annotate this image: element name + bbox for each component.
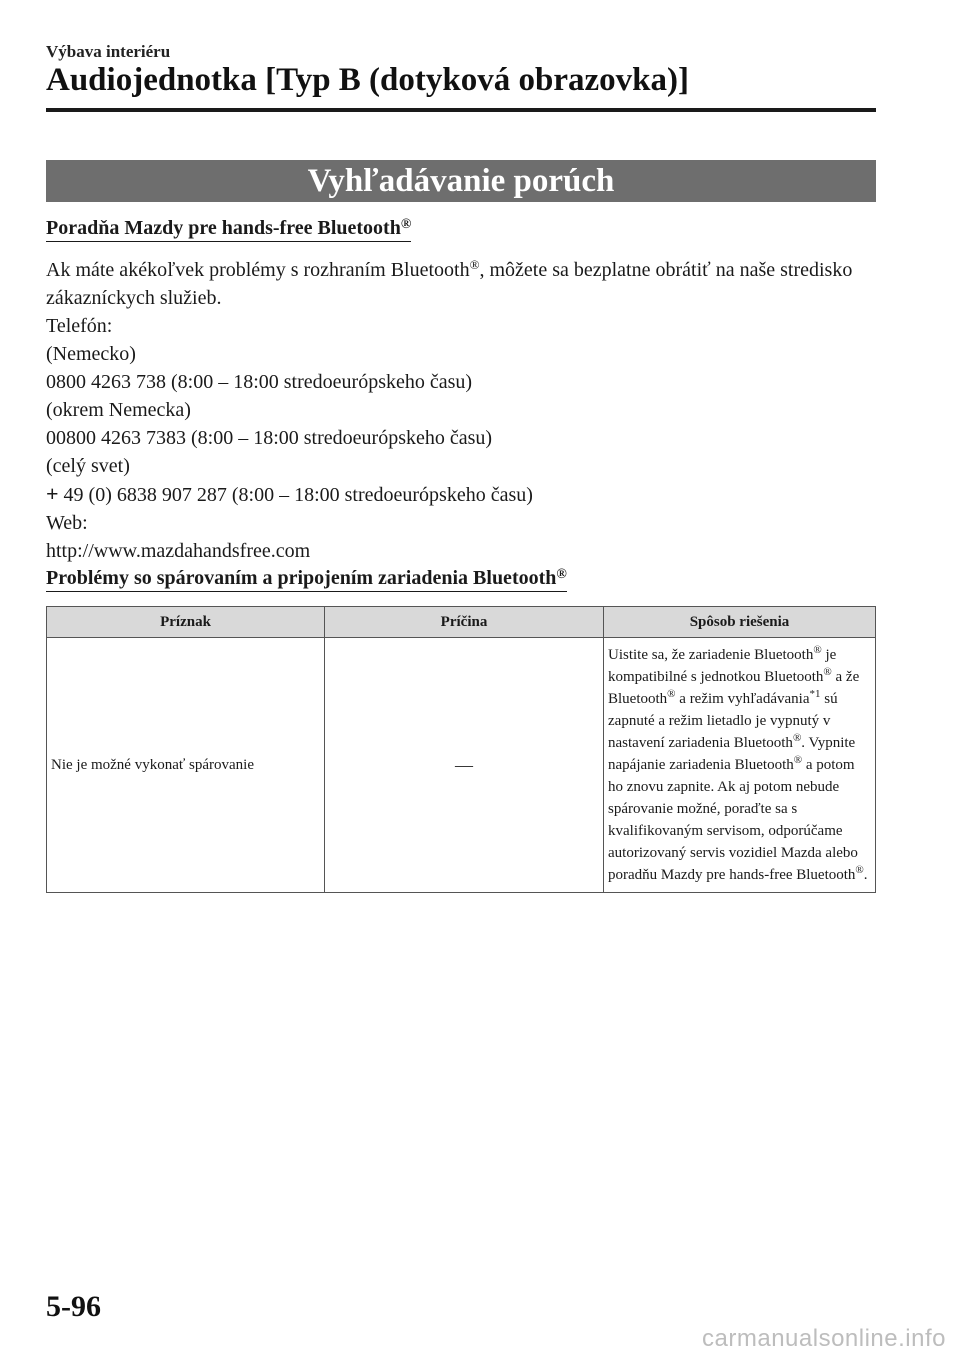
solution-text: sú zapnuté a režim lietadlo je vypnutý v nastavení zariadenia Bluetooth (608, 691, 838, 751)
section-banner: Vyhľadávanie porúch (46, 160, 876, 202)
header-solution: Spôsob riešenia (604, 607, 876, 638)
solution-text: . (863, 867, 868, 883)
phone-worldwide-number: 49 (0) 6838 907 287 (8:00 – 18:00 stredoeurópskeho času) (58, 484, 533, 506)
solution-text: a že Bluetooth (608, 669, 860, 707)
region-germany: (Nemecko) (46, 343, 136, 365)
helpdesk-heading (46, 216, 411, 242)
intro-text: Ak máte akékoľvek problémy s rozhraním Bluetooth (46, 259, 470, 281)
solution-text: a režim vyhľadávania (675, 691, 810, 707)
breadcrumb: Výbava interiéru (46, 42, 171, 61)
registered-mark: ® (855, 864, 864, 876)
solution-text: Uistite sa, že zariadenie Bluetooth (608, 647, 814, 663)
header-symptom: Príznak (47, 607, 325, 638)
intro-paragraph (46, 256, 876, 312)
registered-mark: ® (792, 732, 802, 744)
phone-outside-germany: 00800 4263 7383 (8:00 – 18:00 stredoeurópskeho času) (46, 427, 493, 449)
solution-text: . Vypnite napájanie zariadenia Bluetooth (608, 735, 856, 773)
header-cause: Príčina (325, 607, 604, 638)
cause-cell: — (325, 638, 604, 893)
phone-worldwide (46, 480, 876, 509)
watermark: carmanualsonline.info (702, 1325, 946, 1352)
plus-icon: + (46, 481, 59, 506)
solution-cell (604, 638, 876, 893)
symptom-cell: Nie je možné vykonať spárovanie (47, 638, 325, 893)
registered-mark: ® (469, 257, 480, 272)
helpdesk-heading-text: Poradňa Mazdy pre hands-free Bluetooth (46, 217, 401, 239)
registered-mark: ® (667, 688, 676, 700)
page-number: 5-96 (46, 1290, 101, 1323)
footnote-mark: *1 (809, 688, 821, 700)
troubleshooting-table (46, 606, 876, 893)
registered-mark: ® (400, 217, 412, 232)
region-outside-germany: (okrem Nemecka) (46, 399, 191, 421)
solution-text: a potom ho znovu zapnite. Ak aj potom nebude spárovanie možné, poraďte sa s kvalifikovaným servisom, odporúčame autorizovaný servis vozidiel Mazda alebo poradňu Mazdy pre hands-free Bluetooth (608, 757, 858, 883)
registered-mark: ® (823, 666, 832, 678)
table-header-row (47, 607, 876, 638)
pairing-heading (46, 566, 567, 592)
web-url: http://www.mazdahandsfree.com (46, 540, 311, 562)
web-label: Web: (46, 512, 88, 534)
title-rule (46, 108, 876, 112)
registered-mark: ® (556, 567, 567, 582)
solution-text: je kompatibilné s jednotkou Bluetooth (608, 647, 837, 685)
intro-text-rest: , môžete sa bezplatne obrátiť na naše stredisko zákazníckych služieb. (46, 259, 853, 309)
region-worldwide: (celý svet) (46, 455, 130, 477)
registered-mark: ® (813, 644, 822, 656)
pairing-heading-text: Problémy so spárovaním a pripojením zariadenia Bluetooth (46, 567, 557, 589)
registered-mark: ® (793, 754, 803, 766)
phone-label: Telefón: (46, 315, 113, 337)
table-row (47, 638, 876, 893)
page-title: Audiojednotka [Typ B (dotyková obrazovka)] (46, 62, 689, 98)
helpdesk-body (46, 256, 876, 565)
phone-germany: 0800 4263 738 (8:00 – 18:00 stredoeurópskeho času) (46, 371, 473, 393)
